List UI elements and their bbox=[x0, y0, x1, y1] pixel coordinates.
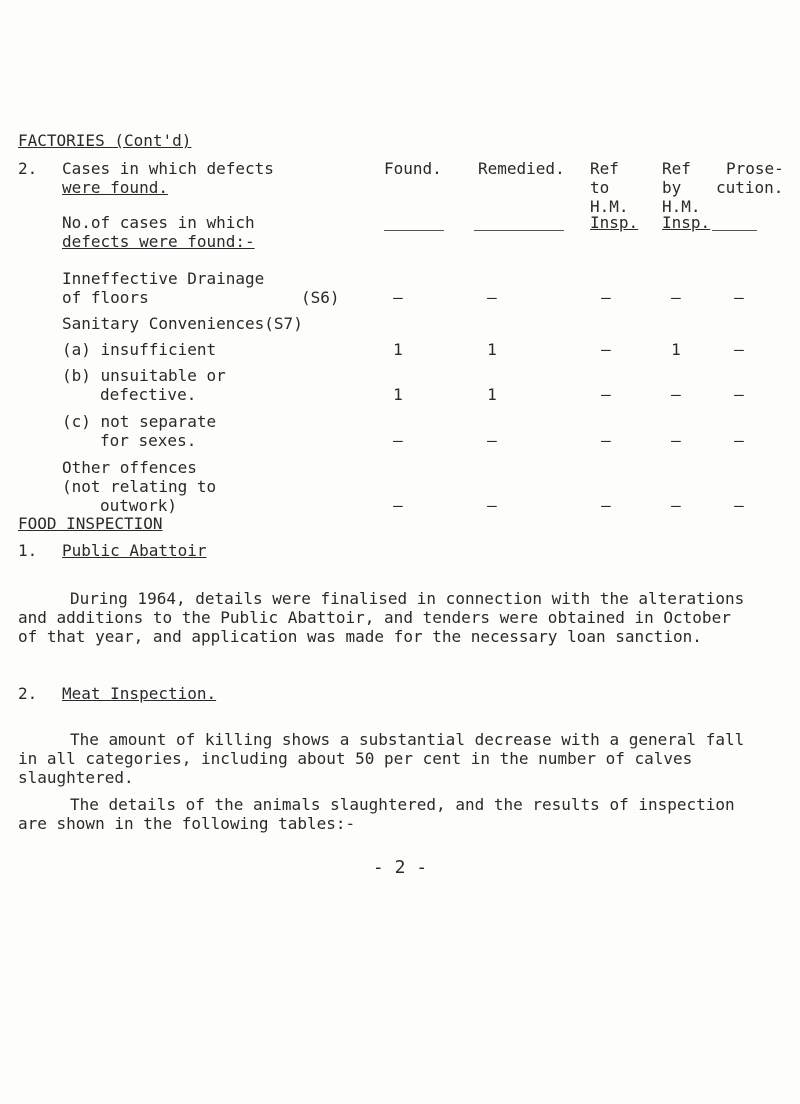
row-label-separate-1: (c) not separate bbox=[62, 412, 217, 431]
row-label-unsuitable-1: (b) unsuitable or bbox=[62, 366, 226, 385]
row-label-other-3: outwork) bbox=[100, 496, 178, 515]
rule-prosecution bbox=[712, 230, 757, 231]
col-header-ref-by-2: by bbox=[662, 178, 682, 197]
food-item1-number: 1. bbox=[18, 541, 38, 560]
col-header-ref-by-4: Insp. bbox=[662, 213, 711, 232]
col-header-remedied: Remedied. bbox=[478, 159, 565, 178]
cell-other-ref-by: – bbox=[671, 496, 681, 515]
cell-other-prosecution: – bbox=[734, 496, 744, 515]
cell-separate-prosecution: – bbox=[734, 431, 744, 450]
row-label-sanitary: Sanitary Conveniences(S7) bbox=[62, 314, 303, 333]
subtitle-line2: defects were found:- bbox=[62, 232, 255, 251]
section-title-line1: Cases in which defects bbox=[62, 159, 274, 178]
food-item1-paragraph: During 1964, details were finalised in connection with the alterations and additions to the Public Abattoir, and tenders were obtained in October of that year, and application was made for the necessary loan sanction. bbox=[18, 589, 745, 646]
cell-insufficient-found: 1 bbox=[393, 340, 403, 359]
cell-separate-found: – bbox=[393, 431, 403, 450]
cell-drainage-ref-by: – bbox=[671, 288, 681, 307]
row-label-drainage-code: (S6) bbox=[301, 288, 340, 307]
cell-separate-remedied: – bbox=[487, 431, 497, 450]
page-number: - 2 - bbox=[372, 857, 428, 878]
col-header-ref-to-2: to bbox=[590, 178, 610, 197]
cell-other-found: – bbox=[393, 496, 403, 515]
subtitle-line1: No.of cases in which bbox=[62, 213, 255, 232]
rule-found bbox=[384, 230, 444, 231]
cell-separate-ref-to: – bbox=[601, 431, 611, 450]
col-header-prosecution-2: cution. bbox=[716, 178, 784, 197]
cell-insufficient-ref-by: 1 bbox=[671, 340, 681, 359]
cell-unsuitable-remedied: 1 bbox=[487, 385, 497, 404]
section-header: FACTORIES (Cont'd) bbox=[18, 131, 192, 150]
col-header-ref-to-1: Ref bbox=[590, 159, 619, 178]
row-label-drainage-1: Inneffective Drainage bbox=[62, 269, 265, 288]
food-item2-paragraph1: The amount of killing shows a substantial decrease with a general fall in all categories, including about 50 per cent in the number of calves slaughtered. bbox=[18, 730, 745, 787]
cell-drainage-remedied: – bbox=[487, 288, 497, 307]
col-header-prosecution-1: Prose- bbox=[726, 159, 784, 178]
food-item2-title: Meat Inspection. bbox=[62, 684, 217, 703]
cell-insufficient-ref-to: – bbox=[601, 340, 611, 359]
section-number: 2. bbox=[18, 159, 38, 178]
row-label-unsuitable-2: defective. bbox=[100, 385, 197, 404]
food-item2-number: 2. bbox=[18, 684, 38, 703]
cell-drainage-found: – bbox=[393, 288, 403, 307]
cell-drainage-ref-to: – bbox=[601, 288, 611, 307]
food-heading: FOOD INSPECTION bbox=[18, 514, 163, 533]
col-header-ref-to-4: Insp. bbox=[590, 213, 639, 232]
col-header-ref-by-3: H.M. bbox=[662, 197, 701, 216]
cell-other-remedied: – bbox=[487, 496, 497, 515]
row-label-other-2: (not relating to bbox=[62, 477, 217, 496]
col-header-ref-by-1: Ref bbox=[662, 159, 691, 178]
cell-unsuitable-ref-by: – bbox=[671, 385, 681, 404]
cell-unsuitable-prosecution: – bbox=[734, 385, 744, 404]
rule-remedied bbox=[474, 230, 564, 231]
row-label-drainage-2: of floors bbox=[62, 288, 149, 307]
cell-unsuitable-ref-to: – bbox=[601, 385, 611, 404]
row-label-other-1: Other offences bbox=[62, 458, 197, 477]
cell-other-ref-to: – bbox=[601, 496, 611, 515]
food-item1-title: Public Abattoir bbox=[62, 541, 207, 560]
cell-separate-ref-by: – bbox=[671, 431, 681, 450]
cell-drainage-prosecution: – bbox=[734, 288, 744, 307]
col-header-ref-to-3: H.M. bbox=[590, 197, 629, 216]
row-label-insufficient: (a) insufficient bbox=[62, 340, 217, 359]
cell-unsuitable-found: 1 bbox=[393, 385, 403, 404]
cell-insufficient-remedied: 1 bbox=[487, 340, 497, 359]
food-item2-paragraph2: The details of the animals slaughtered, and the results of inspection are shown in the following tables:- bbox=[18, 795, 735, 833]
section-title-line2: were found. bbox=[62, 178, 168, 197]
col-header-found: Found. bbox=[384, 159, 442, 178]
row-label-separate-2: for sexes. bbox=[100, 431, 197, 450]
cell-insufficient-prosecution: – bbox=[734, 340, 744, 359]
